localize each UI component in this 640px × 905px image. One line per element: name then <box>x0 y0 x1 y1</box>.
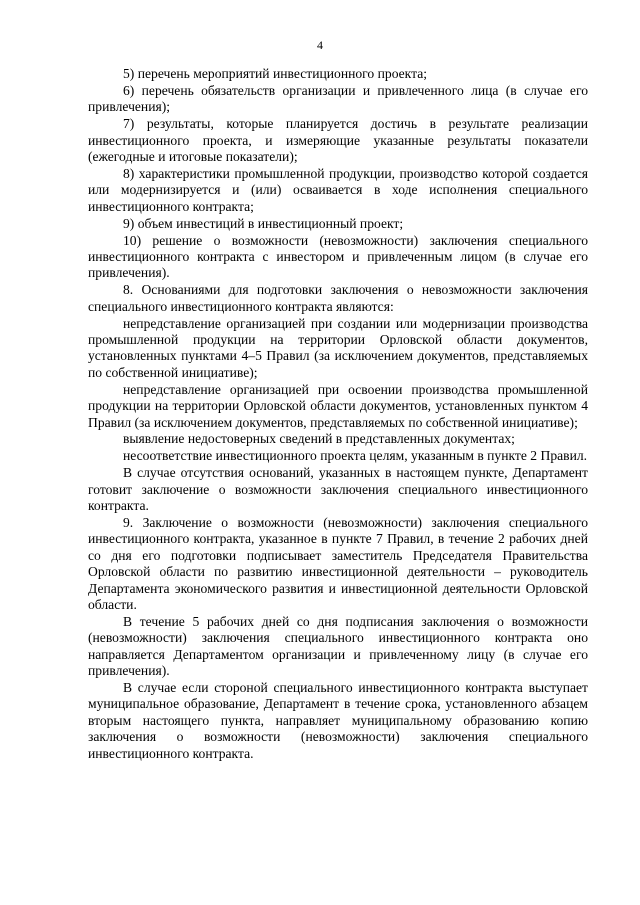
paragraph-ground-3: выявление недостоверных сведений в представленных документах; <box>123 431 515 447</box>
paragraph-item-9: 9) объем инвестиций в инвестиционный проект; <box>123 215 404 231</box>
paragraph-item-10: 10) решение о возможности (невозможности) заключения специального инвестиционного контракта с инвестором и привлеченным лицом (в случае его привлечения). <box>88 232 588 281</box>
paragraph-municipal: В случае если стороной специального инвестиционного контракта выступает муниципальное образование, Департамент в течение срока, установленного абзацем вторым настоящего пункта, направляет муниципальному образованию копию заключения о возможности (невозможности) заключения специального инвестиционного контракта. <box>88 680 588 761</box>
paragraph-item-8: 8) характеристики промышленной продукции, производство которой создается или модернизируется и (или) осваивается в ходе исполнения специального инвестиционного контракта; <box>88 165 588 214</box>
paragraph-section-9: 9. Заключение о возможности (невозможности) заключения специального инвестиционного контракта, указанное в пункте 7 Правил, в течение 2 рабочих дней со дня его подготовки подписывает заместитель Председателя Правительства Орловской области по развитию инвестиционной деятельности – руководитель Департамента экономического развития и инвестиционной деятельности Орловской области. <box>88 514 588 612</box>
paragraph-item-6: 6) перечень обязательств организации и привлеченного лица (в случае его привлечения); <box>88 82 588 115</box>
paragraph-no-grounds: В случае отсутствия оснований, указанных в настоящем пункте, Департамент готовит заключение о возможности заключения специального инвестиционного контракта. <box>88 465 588 514</box>
paragraph-ground-2: непредставление организацией при освоении производства промышленной продукции на территории Орловской области документов, установленных пунктом 4 Правил (за исключением документов, представляемых по собственной инициативе); <box>88 381 588 430</box>
document-body <box>88 66 588 762</box>
paragraph-section-8: 8. Основаниями для подготовки заключения о невозможности заключения специального инвестиционного контракта являются: <box>88 282 588 314</box>
page-number: 4 <box>317 38 323 52</box>
paragraph-five-days: В течение 5 рабочих дней со дня подписания заключения о возможности (невозможности) заключения специального инвестиционного контракта оно направляется Департаментом организации и привлеченному лицу (в случае его привлечения). <box>88 613 588 679</box>
paragraph-item-7: 7) результаты, которые планируется достичь в результате реализации инвестиционного проекта, и измеряющие указанные результаты показатели (ежегодные и итоговые показатели); <box>88 116 588 165</box>
paragraph-ground-4: несоответствие инвестиционного проекта целям, указанным в пункте 2 Правил. <box>123 448 588 464</box>
paragraph-ground-1: непредставление организацией при создании или модернизации производства промышленной продукции на территории Орловской области документов, установленных пунктами 4–5 Правил (за исключением документов, представляемых по собственной инициативе); <box>88 315 588 380</box>
paragraph-item-5: 5) перечень мероприятий инвестиционного проекта; <box>123 66 428 81</box>
